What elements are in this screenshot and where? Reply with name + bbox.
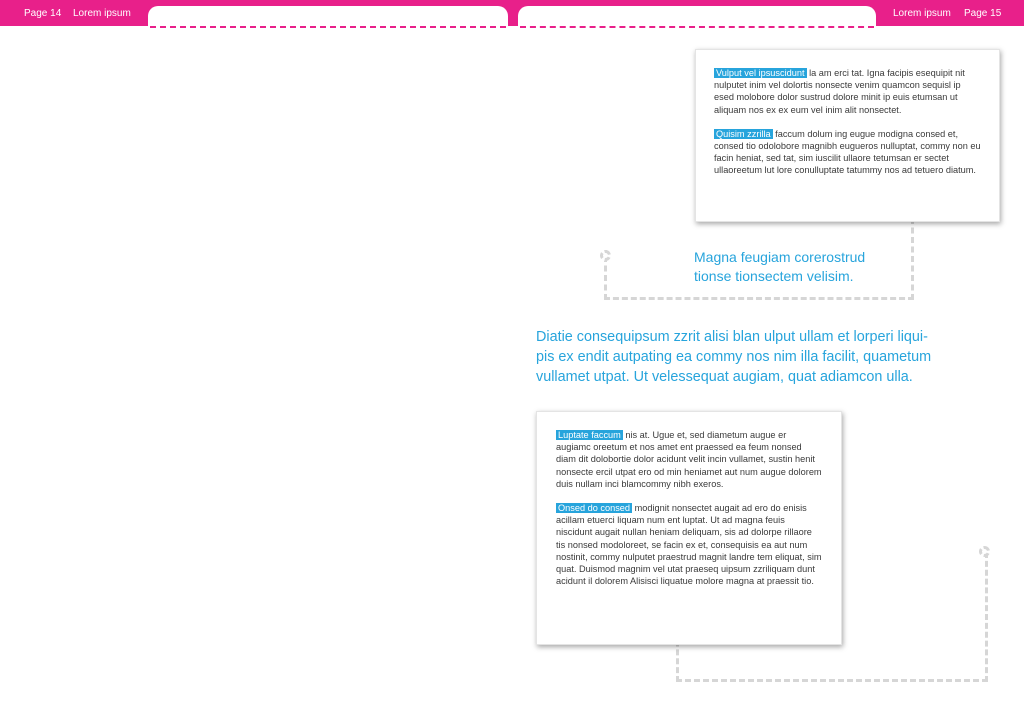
box-bottom-paragraph-2: [556, 502, 823, 587]
header-dash-right: [520, 26, 874, 28]
connector-bottom-knob: [979, 546, 990, 557]
callout-large-line-1: Diatie consequipsum zzrit alisi blan ulput ullam et lorperi liqui-: [536, 329, 928, 345]
text-box-top: [695, 49, 1000, 222]
box-bottom-highlight-1: Luptate faccum: [558, 430, 621, 440]
right-page-number: Page 15: [964, 8, 1002, 19]
box-bottom-highlight-2: Onsed do consed: [558, 503, 631, 514]
connector-top-knob: [600, 250, 611, 261]
header-tab-right: [518, 6, 876, 32]
right-page-title: Lorem ipsum: [893, 8, 951, 19]
left-page-title: Lorem ipsum: [73, 8, 131, 19]
box-top-highlight-2: Quisim zzrilla: [716, 128, 771, 139]
callout-small-line-1: Magna feugiam corerostrud: [694, 249, 866, 265]
callout-small-line-2: tionse tionsectem velisim.: [694, 268, 854, 284]
box-top-text-1: la am erci tat. Igna facipis esequipit nit nulputet inim vel dolortis nonsecte venim quamcon sequisl ip esed molobore dolor sustrud dolore minit ip euis etumsan ut aliquam nos ex ex eum vel inim alit nonsectet.: [714, 68, 965, 115]
box-top-text-2: faccum dolum ing eugue modigna consed et, consed tio odolobore magnibh eugueros nulluptat, commy non eu facin heniat, sed tat, sim iuscilit ullaore tetumsan er sectet ullaoreetum lut lore conulluptate tatummy nos ad tetuero diatum.: [714, 128, 981, 176]
callout-small: [694, 248, 865, 286]
text-box-bottom: [536, 411, 842, 645]
callout-large-line-3: vullamet utpat. Ut velessequat augiam, quat adiamcon ulla.: [536, 369, 913, 385]
box-top-paragraph-2: [714, 128, 981, 177]
box-bottom-text-2: modignit nonsectet augait ad ero do enisis acillam etuerci liquam num ent luptat. Ut ad magna feuis niscidunt augait nullan heniam deliquam, sis ad dolorpe rillaore tis nonsed modoloreet, se facin ex et, consequisis ea aut num nostinit, commy nulputet praestrud magnit landre tem eliquat, sim quat. Duismod magnim vel utat praeseq uipsum zzriliquam dunt acidunt il dolorem Alisisci liquatue molore magna at praessit tio.: [556, 503, 822, 587]
callout-large-line-2: pis ex endit autpating ea commy nos nim illa facilit, quametum: [536, 349, 932, 365]
connector-top-gap: [600, 210, 608, 250]
left-page-number: Page 14: [24, 8, 62, 19]
callout-large: [536, 327, 931, 387]
box-bottom-paragraph-1: [556, 429, 823, 490]
box-top-highlight-1: Vulput vel ipsuscidunt: [716, 68, 805, 78]
box-bottom-text-1: nis at. Ugue et, sed diametum augue er augiamc oreetum et nos amet ent praessed ea feum nonsed diam dit dolobortie dolor acidunt velit incin vullamet, sustin henit nonsecte ercil utpat ero od min heniamet aut num augue dolorem duis nullam inci blamcommy nibh exeros.: [556, 430, 822, 489]
box-top-paragraph-1: [714, 67, 981, 116]
header-dash-left: [150, 26, 506, 28]
header-tab-left: [148, 6, 508, 32]
